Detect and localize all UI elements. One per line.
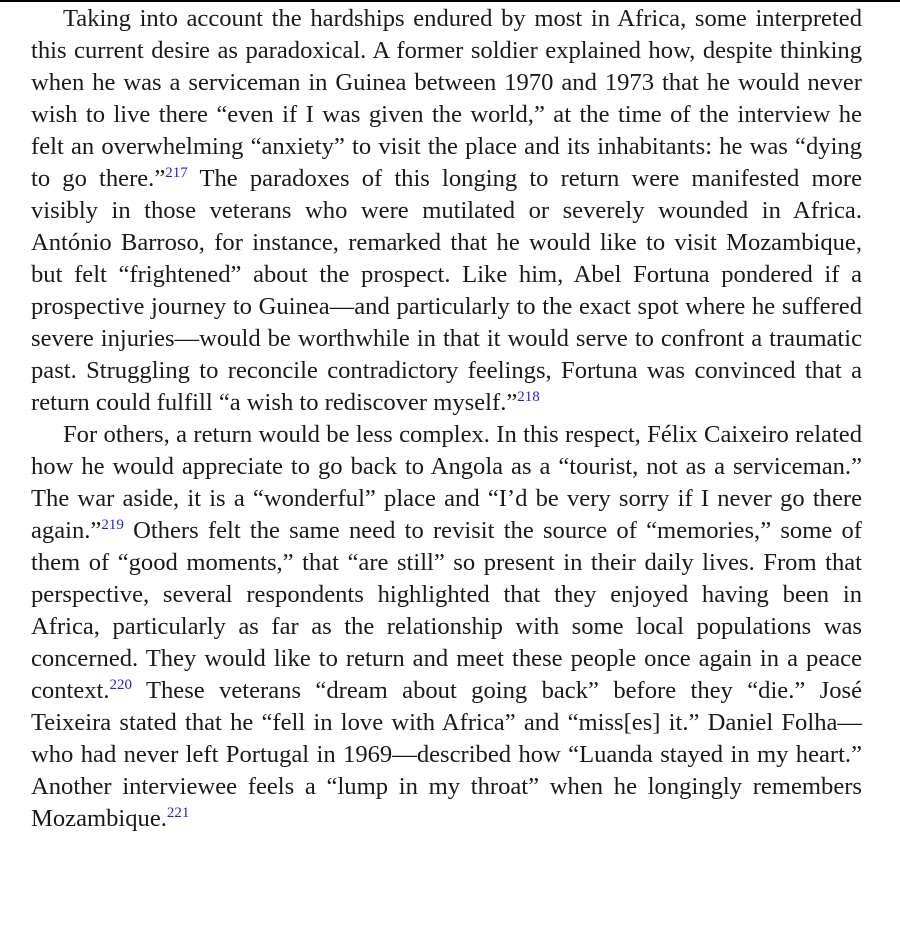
document-page (31, 3, 862, 835)
footnote-ref-217[interactable]: 217 (165, 165, 188, 181)
footnote-ref-218[interactable]: 218 (517, 389, 540, 405)
paragraph-1-text-1: Taking into account the hardships endured by most in Africa, some interpreted this current desire as paradoxical. A former soldier explained how, despite thinking when he was a serviceman in Guinea between 1970 and 1973 that he would never wish to live there “even if I was given the world,” at the time of the interview he felt an overwhelming “anxiety” to visit the place and its inhabitants: he was “dying to go there.” (31, 5, 862, 192)
footnote-ref-221[interactable]: 221 (166, 805, 190, 821)
paragraph-2 (31, 419, 862, 835)
paragraph-2-text-2: Others felt the same need to revisit the source of “memories,” some of them of “good moments,” that “are still” so present in their daily lives. From that perspective, several respondents highlighted that they enjoyed having been in Africa, particularly as far as the relationship with some local populations was concerned. They would like to return and meet these people once again in a peace context. (31, 517, 862, 704)
paragraph-1-text-2: The paradoxes of this longing to return were manifested more visibly in those veterans who were mutilated or severely wounded in Africa. António Barroso, for instance, remarked that he would like to visit Mozambique, but felt “frightened” about the prospect. Like him, Abel Fortuna pondered if a prospective journey to Guinea—and particularly to the exact spot where he suffered severe injuries—would be worthwhile in that it would serve to confront a traumatic past. Struggling to reconcile contradictory feelings, Fortuna was convinced that a return could fulfill “a wish to rediscover myself.” (31, 165, 862, 416)
paragraph-1 (31, 3, 862, 419)
footnote-ref-219[interactable]: 219 (101, 517, 124, 533)
top-rule (0, 0, 900, 2)
footnote-ref-220[interactable]: 220 (109, 677, 133, 693)
paragraph-2-text-1: For others, a return would be less complex. In this respect, Félix Caixeiro related how he would appreciate to go back to Angola as a “tourist, not as a serviceman.” The war aside, it is a “wonderful” place and “I’d be very sorry if I never go there again.” (31, 421, 862, 544)
paragraph-2-text-3: These veterans “dream about going back” before they “die.” José Teixeira stated that he “fell in love with Africa” and “miss[es] it.” Daniel Folha—who had never left Portugal in 1969—described how “Luanda stayed in my heart.” Another interviewee feels a “lump in my throat” when he longingly remembers Mozambique. (31, 677, 862, 832)
